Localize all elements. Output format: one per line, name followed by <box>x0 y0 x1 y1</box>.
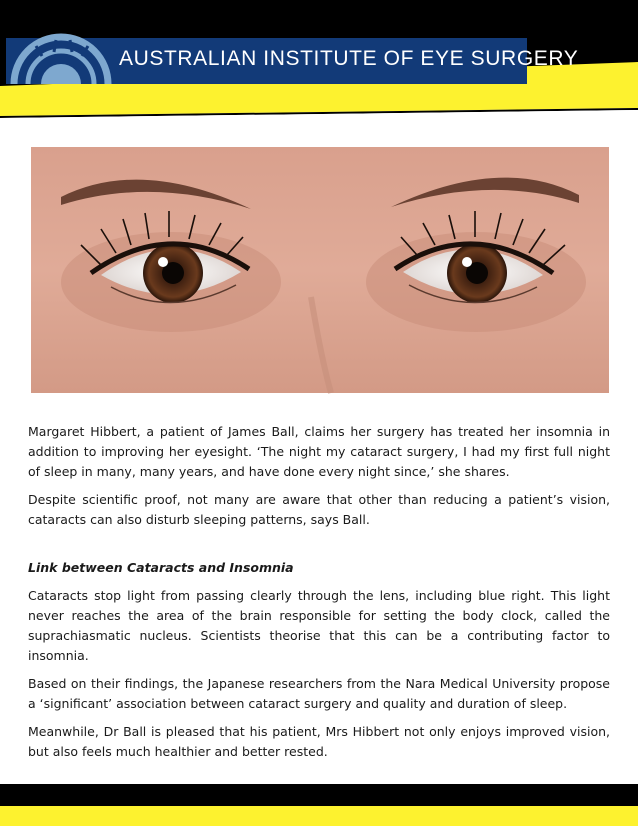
article-body <box>28 422 610 770</box>
paragraph: Margaret Hibbert, a patient of James Ball, claims her surgery has treated her insomnia in addition to improving her eyesight. ‘The night my cataract surgery, I had my first full night of sleep in many, many years, and have done every night since,’ she shares. <box>28 424 610 479</box>
page-header <box>0 0 638 130</box>
paragraph: Based on their findings, the Japanese researchers from the Nara Medical University propose a ‘significant’ association between cataract surgery and quality and duration of sleep. <box>28 676 610 711</box>
eyes-photo <box>31 147 609 393</box>
paragraph: Meanwhile, Dr Ball is pleased that his patient, Mrs Hibbert not only enjoys improved vision, but also feels much healthier and better rested. <box>28 724 610 759</box>
org-name: AUSTRALIAN INSTITUTE OF EYE SURGERY <box>119 47 579 70</box>
paragraph: Cataracts stop light from passing clearly through the lens, including blue right. This light never reaches the area of the brain responsible for setting the body clock, called the suprachiasmatic nucleus. Scientists theorise that this can be a contributing factor to insomnia. <box>28 588 610 663</box>
footer-stripes <box>0 784 638 826</box>
eye-logo-icon <box>6 38 116 84</box>
org-banner <box>6 38 579 84</box>
eyes-photo-icon <box>31 147 609 393</box>
section-heading: Link between Cataracts and Insomnia <box>28 560 294 575</box>
paragraph: Despite scientific proof, not many are aware that other than reducing a patient’s vision, cataracts can also disturb sleeping patterns, says Ball. <box>28 492 610 527</box>
page-footer <box>0 784 638 826</box>
